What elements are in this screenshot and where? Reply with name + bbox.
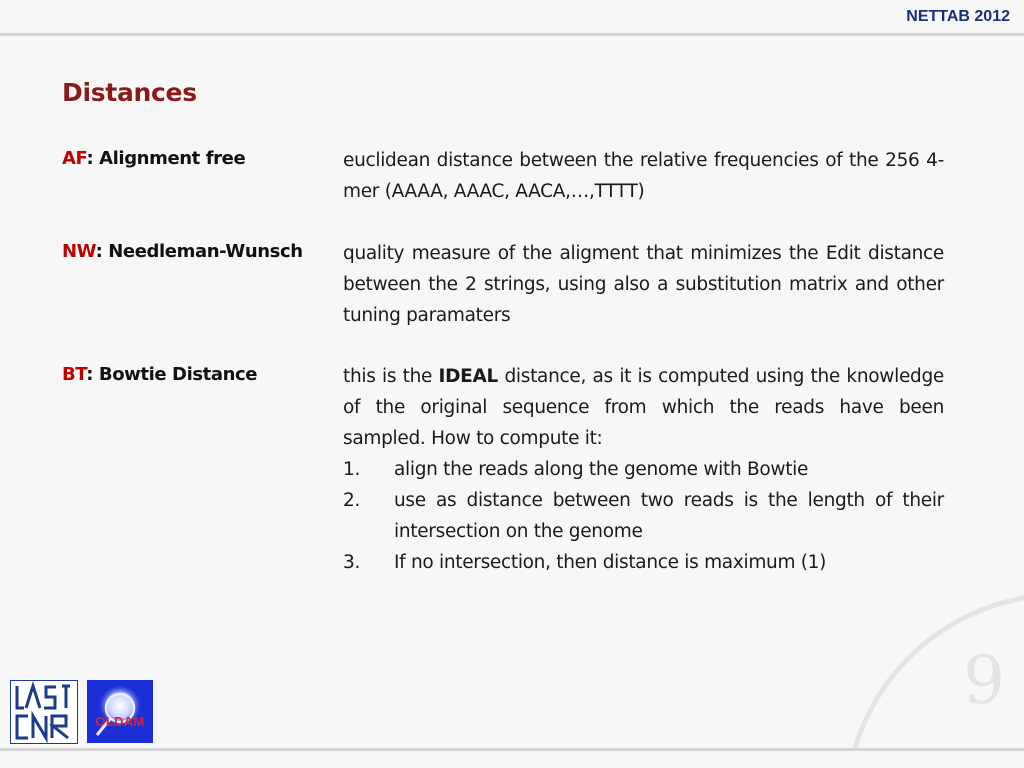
top-divider <box>0 33 1024 36</box>
list-item <box>343 454 944 485</box>
desc-af: euclidean distance between the relative frequencies of the 256 4-mer (AAAA, AAAC, AACA,…,TTTT) <box>343 150 944 202</box>
term-name: : Needleman-Wunsch <box>95 241 303 262</box>
term-name: : Bowtie Distance <box>86 364 258 385</box>
iasi-cnr-logo <box>10 680 78 744</box>
term-nw <box>62 241 303 262</box>
desc-text: distance, as it is computed using the knowledge of the original sequence from which the reads have been sampled. How to compute it: <box>343 366 944 449</box>
steps-list <box>343 454 944 578</box>
term-af <box>62 148 245 169</box>
step-number: 2. <box>343 490 361 511</box>
conference-tag: NETTAB 2012 <box>906 8 1010 25</box>
term-name: : Alignment free <box>86 148 246 169</box>
term-abbr: NW <box>62 241 96 262</box>
step-text: use as distance between two reads is the length of their intersection on the genome <box>394 490 944 542</box>
step-text: If no intersection, then distance is maximum (1) <box>394 552 827 573</box>
oldam-logo-text: OLDAM <box>95 714 145 729</box>
desc-text: this is the <box>343 366 439 387</box>
term-abbr: AF <box>62 148 87 169</box>
term-bt <box>62 364 257 385</box>
desc-emphasis: IDEAL <box>438 366 499 387</box>
oldam-logo <box>87 680 153 743</box>
page-number: 9 <box>963 642 1005 719</box>
bottom-divider <box>0 748 1024 751</box>
step-number: 1. <box>343 459 361 480</box>
step-number: 3. <box>343 552 361 573</box>
step-text: align the reads along the genome with Bowtie <box>394 459 809 480</box>
desc-nw: quality measure of the aligment that minimizes the Edit distance between the 2 strings, using also a substitution matrix and other tuning paramaters <box>343 243 944 326</box>
magnifier-icon <box>87 680 153 743</box>
list-item <box>343 547 944 578</box>
slide-title: Distances <box>62 78 197 107</box>
list-item <box>343 485 944 547</box>
term-abbr: BT <box>62 364 87 385</box>
desc-bt <box>343 361 944 578</box>
